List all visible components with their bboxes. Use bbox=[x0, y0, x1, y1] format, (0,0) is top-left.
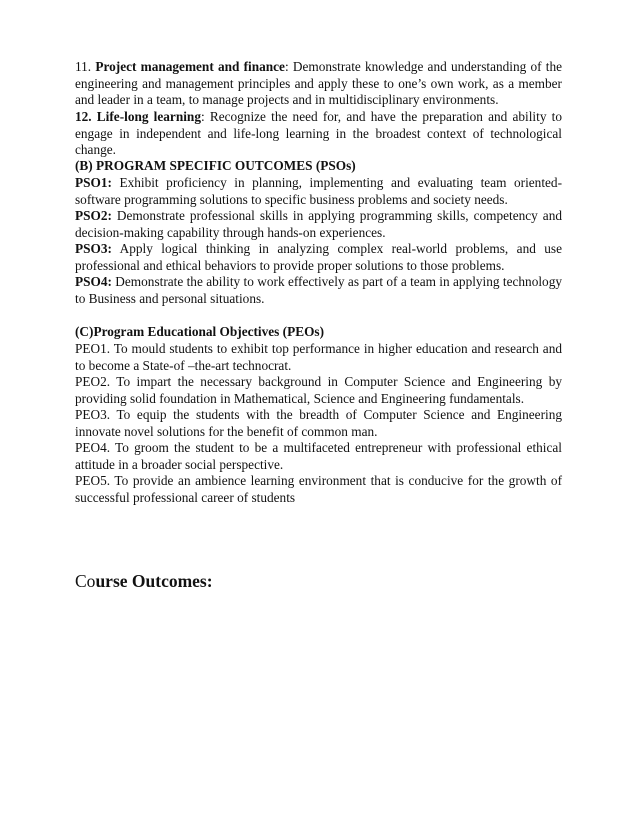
po12-label: 12. Life-long learning bbox=[75, 109, 201, 124]
pso-label: PSO1: bbox=[75, 175, 112, 190]
po11-number: 11. bbox=[75, 59, 92, 74]
po12-text: : Recognize the need for, and have the preparation and ability to engage in independent and life-long learning in the broadest context of technological change. bbox=[75, 109, 562, 158]
pso-item bbox=[75, 274, 562, 307]
pso-item bbox=[75, 241, 562, 274]
po11-text: : Demonstrate knowledge and understanding of the engineering and management principles and apply these to one’s own work, as a member and leader in a team, to manage projects and in multidisciplinary environments. bbox=[75, 59, 562, 108]
pso-label: PSO3: bbox=[75, 241, 112, 256]
course-outcomes-heading bbox=[75, 571, 213, 592]
pso-item bbox=[75, 175, 562, 208]
pso-label: PSO4: bbox=[75, 274, 112, 289]
po11-label: Project management and finance bbox=[95, 59, 285, 74]
pso-heading: (B) PROGRAM SPECIFIC OUTCOMES (PSOs) bbox=[75, 158, 356, 173]
peo-heading: (C)Program Educational Objectives (PEOs) bbox=[75, 324, 325, 339]
peo-item: PEO4. To groom the student to be a multifaceted entrepreneur with professional ethical attitude in a broader social perspective. bbox=[75, 440, 562, 472]
peo-item: PEO1. To mould students to exhibit top performance in higher education and research and to become a State-of –the-art technocrat. bbox=[75, 341, 562, 373]
pso-item bbox=[75, 208, 562, 241]
pso-text: Apply logical thinking in analyzing complex real-world problems, and use professional and ethical behaviors to provide proper solutions to those problems. bbox=[75, 241, 562, 273]
peo-item: PEO2. To impart the necessary background in Computer Science and Engineering by providing solid foundation in Mathematical, Science and Engineering fundamentals. bbox=[75, 374, 562, 406]
pso-text: Demonstrate the ability to work effectively as part of a team in applying technology to Business and personal situations. bbox=[75, 274, 562, 306]
program-outcome-12 bbox=[75, 109, 562, 159]
pso-text: Demonstrate professional skills in applying programming skills, competency and decision-making capability through hands-on experiences. bbox=[75, 208, 562, 240]
peo-item: PEO3. To equip the students with the breadth of Computer Science and Engineering innovate novel solutions for the benefit of common man. bbox=[75, 407, 562, 439]
peo-item: PEO5. To provide an ambience learning environment that is conducive for the growth of successful professional career of students bbox=[75, 473, 562, 505]
course-outcomes-first: Co bbox=[75, 571, 96, 591]
pso-label: PSO2: bbox=[75, 208, 112, 223]
program-outcome-11 bbox=[75, 59, 562, 109]
course-outcomes-rest: urse Outcomes: bbox=[95, 571, 213, 591]
pso-text: Exhibit proficiency in planning, implementing and evaluating team oriented-software programming solutions to specific business problems and society needs. bbox=[75, 175, 562, 207]
